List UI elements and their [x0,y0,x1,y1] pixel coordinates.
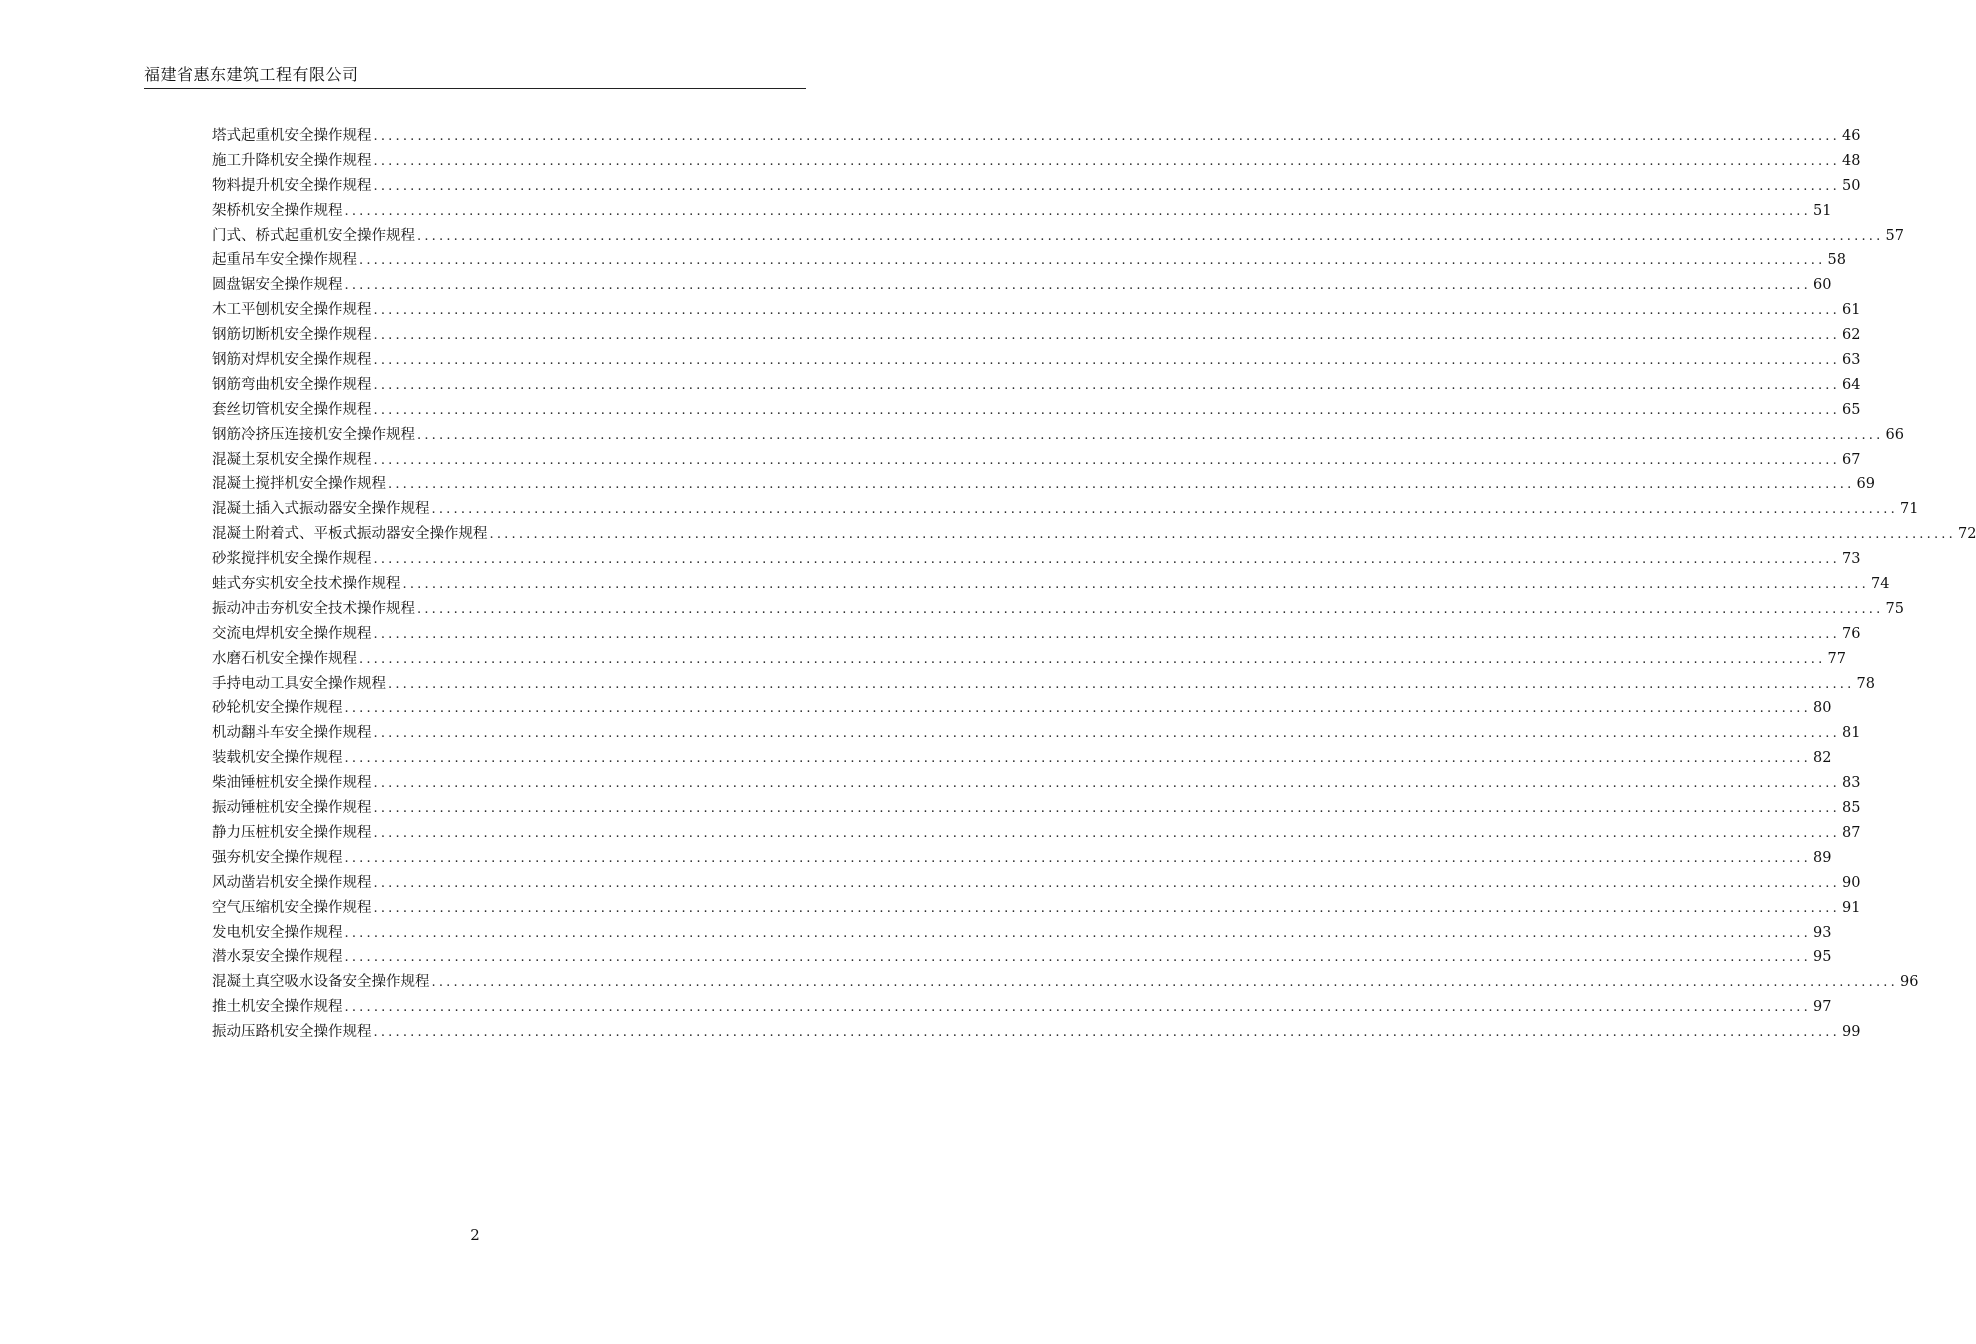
toc-dot-leader: ........................................................................................................................................................................................................ [417,601,1884,617]
toc-entry-title: 钢筋冷挤压连接机安全操作规程 [212,426,415,443]
toc-entry-page: 77 [1827,650,1846,667]
toc-entry-title: 钢筋切断机安全操作规程 [212,327,372,344]
toc-entry-title: 振动冲击夯机安全技术操作规程 [212,600,415,617]
toc-dot-leader: ........................................................................................................................................................................................................ [344,925,1811,941]
toc-entry-page: 78 [1856,675,1875,692]
toc-dot-leader: ........................................................................................................................................................................................................ [373,801,1840,817]
toc-dot-leader: ........................................................................................................................................................................................................ [373,900,1840,916]
toc-entry-page: 58 [1827,252,1846,269]
toc-entry-title: 推土机安全操作规程 [212,999,343,1016]
toc-dot-leader: ........................................................................................................................................................................................................ [373,377,1840,393]
toc-entry-page: 82 [1812,750,1832,767]
toc-entry-page: 62 [1841,327,1861,344]
toc-entry-title: 圆盘锯安全操作规程 [212,277,343,294]
toc-dot-leader: ........................................................................................................................................................................................................ [373,552,1840,568]
toc-entry[interactable] [212,921,1832,946]
toc-entry-title: 潜水泵安全操作规程 [212,949,343,966]
toc-entry[interactable] [212,672,1875,697]
toc-entry-title: 静力压桩机安全操作规程 [212,824,372,841]
toc-entry[interactable] [212,995,1832,1020]
toc-entry-page: 60 [1812,277,1832,294]
toc-entry-page: 61 [1841,302,1861,319]
toc-entry[interactable] [212,323,1861,348]
toc-entry-title: 砂轮机安全操作规程 [212,700,343,717]
toc-entry-title: 套丝切管机安全操作规程 [212,401,372,418]
toc-dot-leader: ........................................................................................................................................................................................................ [344,278,1811,294]
toc-entry[interactable] [212,348,1861,373]
toc-dot-leader: ........................................................................................................................................................................................................ [373,153,1840,169]
toc-entry-page: 97 [1812,999,1832,1016]
toc-entry[interactable] [212,622,1861,647]
toc-dot-leader: ........................................................................................................................................................................................................ [489,527,1956,543]
toc-entry[interactable] [212,721,1861,746]
toc-entry-page: 90 [1841,874,1861,891]
toc-entry[interactable] [212,149,1861,174]
toc-entry[interactable] [212,373,1861,398]
toc-entry-page: 46 [1841,128,1861,144]
toc-entry[interactable] [212,497,1919,522]
toc-entry-title: 钢筋对焊机安全操作规程 [212,352,372,369]
toc-dot-leader: ........................................................................................................................................................................................................ [373,825,1840,841]
toc-entry[interactable] [212,945,1832,970]
toc-entry-page: 69 [1856,476,1875,493]
toc-entry-title: 门式、桥式起重机安全操作规程 [212,227,415,244]
toc-dot-leader: ........................................................................................................................................................................................................ [373,328,1840,344]
toc-entry[interactable] [212,896,1861,921]
toc-entry-page: 57 [1885,227,1904,244]
toc-entry-page: 91 [1841,899,1861,916]
toc-entry[interactable] [212,423,1904,448]
toc-entry[interactable] [212,1020,1861,1045]
toc-entry-title: 柴油锤桩机安全操作规程 [212,775,372,792]
toc-entry-title: 砂浆搅拌机安全操作规程 [212,551,372,568]
page-number: 2 [470,1226,480,1244]
toc-dot-leader: ........................................................................................................................................................................................................ [373,776,1840,792]
toc-dot-leader: ........................................................................................................................................................................................................ [373,353,1840,369]
toc-entry[interactable] [212,472,1875,497]
toc-entry-title: 混凝土插入式振动器安全操作规程 [212,501,430,518]
toc-entry[interactable] [212,248,1846,273]
toc-entry-page: 87 [1841,824,1861,841]
toc-dot-leader: ........................................................................................................................................................................................................ [359,253,1826,269]
toc-entry-title: 混凝土真空吸水设备安全操作规程 [212,974,430,991]
toc-entry-page: 66 [1885,426,1904,443]
toc-entry[interactable] [212,224,1904,249]
toc-dot-leader: ........................................................................................................................................................................................................ [373,178,1840,194]
toc-dot-leader: ........................................................................................................................................................................................................ [344,701,1811,717]
toc-entry-page: 72 [1957,526,1976,543]
toc-entry-title: 起重吊车安全操作规程 [212,252,357,269]
toc-dot-leader: ........................................................................................................................................................................................................ [417,228,1884,244]
toc-dot-leader: ........................................................................................................................................................................................................ [373,626,1840,642]
toc-entry-page: 67 [1841,451,1861,468]
toc-dot-leader: ........................................................................................................................................................................................................ [344,203,1811,219]
toc-entry[interactable] [212,522,1976,547]
toc-dot-leader: ........................................................................................................................................................................................................ [344,1000,1811,1016]
toc-entry-title: 混凝土附着式、平板式振动器安全操作规程 [212,526,488,543]
toc-entry-page: 64 [1841,376,1861,393]
toc-entry-page: 96 [1899,974,1919,991]
toc-entry[interactable] [212,572,1890,597]
toc-entry-title: 水磨石机安全操作规程 [212,650,357,667]
toc-entry-title: 手持电动工具安全操作规程 [212,675,386,692]
toc-entry[interactable] [212,647,1846,672]
company-name: 福建省惠东建筑工程有限公司 [144,65,359,84]
toc-entry-title: 风动凿岩机安全操作规程 [212,874,372,891]
toc-dot-leader: ........................................................................................................................................................................................................ [373,402,1840,418]
toc-dot-leader: ........................................................................................................................................................................................................ [373,726,1840,742]
toc-entry[interactable] [212,448,1861,473]
toc-entry[interactable] [212,871,1861,896]
toc-dot-leader: ........................................................................................................................................................................................................ [373,129,1840,144]
toc-entry[interactable] [212,796,1861,821]
toc-dot-leader: ........................................................................................................................................................................................................ [431,975,1898,991]
toc-entry-title: 木工平刨机安全操作规程 [212,302,372,319]
toc-entry-page: 51 [1812,202,1832,219]
toc-entry[interactable] [212,771,1861,796]
toc-entry-page: 73 [1841,551,1861,568]
toc-entry-title: 物料提升机安全操作规程 [212,177,372,194]
toc-entry-page: 50 [1841,177,1861,194]
toc-entry-title: 蛙式夯实机安全技术操作规程 [212,576,401,593]
toc-dot-leader: ........................................................................................................................................................................................................ [344,751,1811,767]
toc-entry-page: 80 [1812,700,1832,717]
toc-entry-title: 混凝土搅拌机安全操作规程 [212,476,386,493]
toc-entry-page: 89 [1812,849,1832,866]
toc-entry[interactable] [212,174,1861,199]
toc-entry-page: 99 [1841,1024,1861,1041]
toc-entry[interactable] [212,124,1861,149]
toc-dot-leader: ........................................................................................................................................................................................................ [359,651,1826,667]
toc-dot-leader: ........................................................................................................................................................................................................ [344,850,1811,866]
toc-entry[interactable] [212,298,1861,323]
toc-entry-page: 65 [1841,401,1861,418]
toc-entry-title: 钢筋弯曲机安全操作规程 [212,376,372,393]
toc-entry[interactable] [212,398,1861,423]
toc-entry-page: 74 [1870,576,1890,593]
toc-entry[interactable] [212,547,1861,572]
toc-entry[interactable] [212,199,1832,224]
toc-entry-title: 空气压缩机安全操作规程 [212,899,372,916]
toc-entry-title: 机动翻斗车安全操作规程 [212,725,372,742]
toc-entry-title: 塔式起重机安全操作规程 [212,128,372,144]
toc-dot-leader: ........................................................................................................................................................................................................ [373,303,1840,319]
toc-dot-leader: ........................................................................................................................................................................................................ [373,875,1840,891]
toc-dot-leader: ........................................................................................................................................................................................................ [388,477,1855,493]
page-header [144,64,806,89]
toc-entry-page: 48 [1841,152,1861,169]
toc-dot-leader: ........................................................................................................................................................................................................ [373,452,1840,468]
toc-dot-leader: ........................................................................................................................................................................................................ [431,502,1898,518]
toc-dot-leader: ........................................................................................................................................................................................................ [388,676,1855,692]
toc-dot-leader: ........................................................................................................................................................................................................ [373,1025,1840,1041]
toc-entry-page: 81 [1841,725,1861,742]
toc-entry-title: 发电机安全操作规程 [212,924,343,941]
toc-entry-title: 振动锤桩机安全操作规程 [212,800,372,817]
toc-entry-page: 83 [1841,775,1861,792]
toc-entry-page: 76 [1841,625,1861,642]
toc-entry-title: 混凝土泵机安全操作规程 [212,451,372,468]
toc-entry-title: 施工升降机安全操作规程 [212,152,372,169]
toc-entry-page: 95 [1812,949,1832,966]
toc-entry[interactable] [212,821,1861,846]
toc-entry-title: 架桥机安全操作规程 [212,202,343,219]
table-of-contents [212,124,1976,1045]
toc-dot-leader: ........................................................................................................................................................................................................ [402,577,1869,593]
toc-entry-page: 71 [1899,501,1919,518]
toc-entry[interactable] [212,273,1832,298]
toc-dot-leader: ........................................................................................................................................................................................................ [344,950,1811,966]
toc-entry-title: 强夯机安全操作规程 [212,849,343,866]
toc-entry-page: 85 [1841,800,1861,817]
toc-dot-leader: ........................................................................................................................................................................................................ [417,427,1884,443]
toc-entry-title: 振动压路机安全操作规程 [212,1024,372,1041]
toc-entry-title: 装载机安全操作规程 [212,750,343,767]
toc-entry-page: 63 [1841,352,1861,369]
toc-entry[interactable] [212,846,1832,871]
toc-entry-page: 93 [1812,924,1832,941]
toc-entry[interactable] [212,970,1919,995]
toc-entry[interactable] [212,597,1904,622]
toc-entry-title: 交流电焊机安全操作规程 [212,625,372,642]
toc-entry[interactable] [212,696,1832,721]
toc-entry-page: 75 [1885,600,1904,617]
toc-entry[interactable] [212,746,1832,771]
